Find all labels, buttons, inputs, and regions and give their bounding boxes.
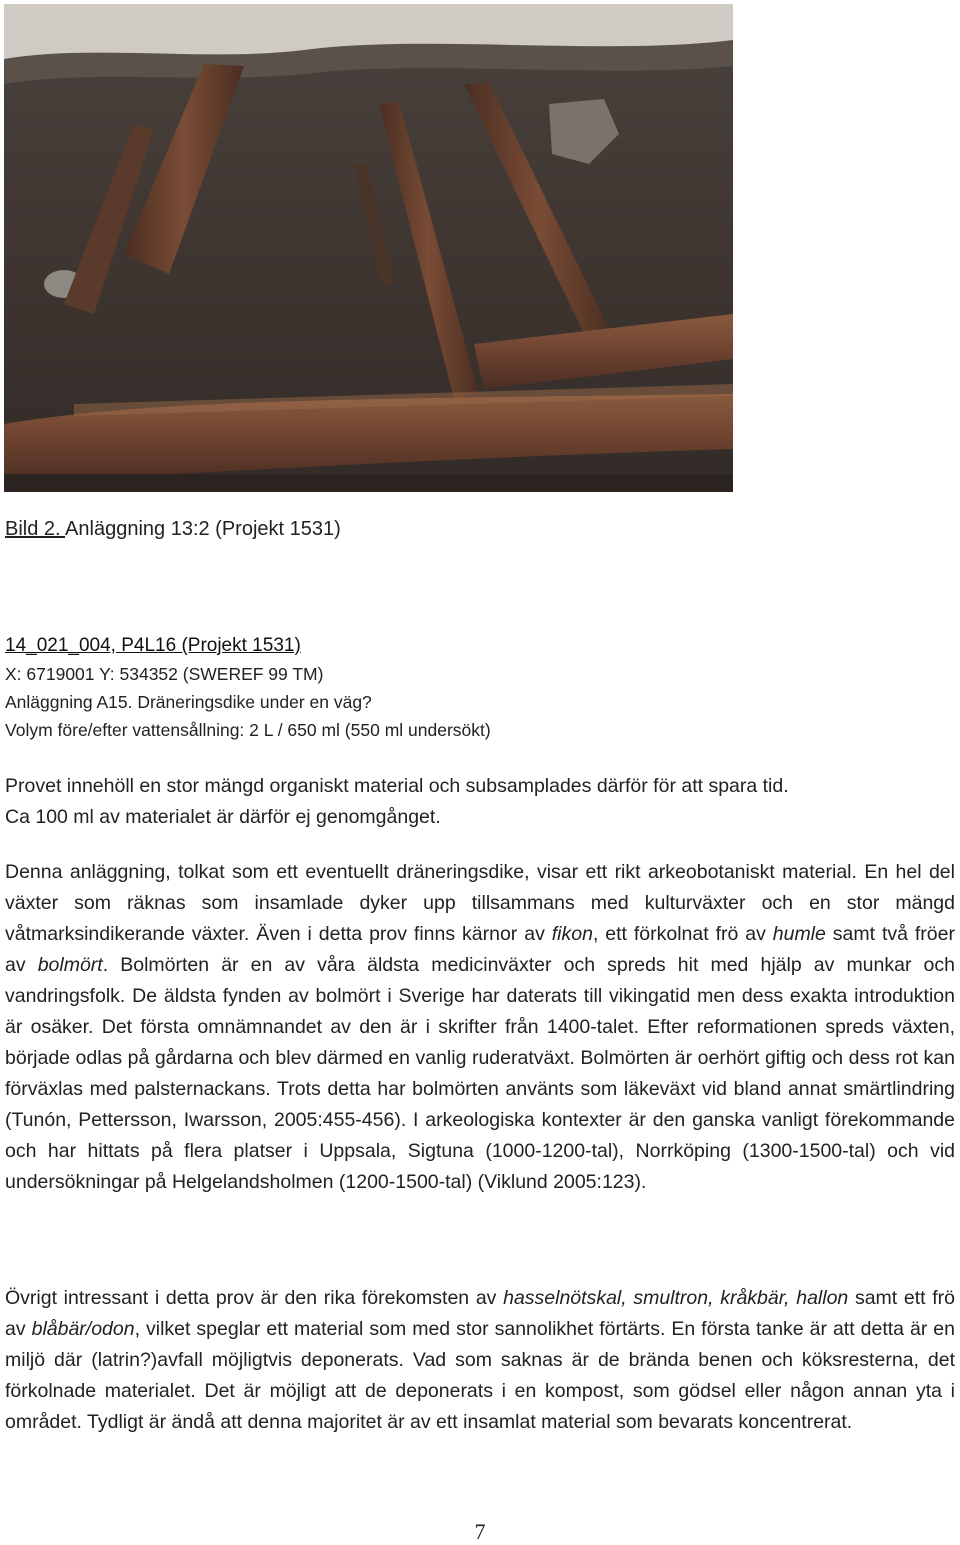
text-run: . Bolmörten är en av våra äldsta medicinväxter och spreds hit med hjälp av munkar och vandringsfolk. De äldsta fynden av bolmört i Sverige har daterats till vikingatid men dess exakta introduktion är osäker. Det första omnämnandet av den är i skrifter från 1400-talet. Efter reformationen spreds växten, började odlas på gårdarna och blev därmed en vanlig ruderatväxt. Bolmörten är oerhört giftig och dess rot kan förväxlas med palsternackans. Trots detta har bolmörten använts som läkeväxt vid bland annat smärtlindring (Tunón, Pettersson, Iwarsson, 2005:455-456). I arkeologiska kontexter är den ganska vanligt förekommande och har hittats på flera platser i Uppsala, Sigtuna (1000-1200-tal), Norrköping (1300-1500-tal) och vid undersökningar på Helgelandsholmen (1200-1500-tal) (Viklund 2005:123). (5, 954, 955, 1193)
sample-metadata (5, 632, 491, 744)
paragraph-other (5, 1283, 955, 1438)
species-name: blåbär/odon (31, 1318, 135, 1340)
caption-text: Anläggning 13:2 (Projekt 1531) (65, 518, 341, 540)
paragraph-drainage (5, 857, 955, 1198)
paragraph-line: Ca 100 ml av materialet är därför ej genomgånget. (5, 806, 441, 828)
paragraph-subsampling (5, 771, 955, 833)
excavation-photo-icon (4, 4, 733, 492)
sample-volume: Volym före/efter vattensållning: 2 L / 650 ml (550 ml undersökt) (5, 720, 491, 740)
species-name: humle (772, 923, 826, 945)
species-name: bolmört (37, 954, 103, 976)
text-run: , ett förkolnat frö av (592, 923, 773, 945)
paragraph-line: Provet innehöll en stor mängd organiskt material och subsamplades därför för att spara tid. (5, 775, 789, 797)
text-run: Övrigt intressant i detta prov är den rika förekomsten av (5, 1287, 504, 1309)
figure-caption (5, 518, 341, 541)
sample-feature: Anläggning A15. Dräneringsdike under en väg? (5, 692, 372, 712)
sample-title: 14_021_004, P4L16 (Projekt 1531) (5, 635, 301, 656)
species-name: hasselnötskal, smultron, kråkbär, hallon (503, 1287, 849, 1309)
species-name: fikon (551, 923, 593, 945)
page-number: 7 (474, 1519, 486, 1544)
text-run: Denna anläggning, tolkat som ett eventuellt dräneringsdike, visar ett rikt arkeobotaniskt material. En hel del växter som räknas som insamlade dyker upp tillsammans med kulturväxter och en stor mängd våtmarksindikerande växter. Även i detta prov finns kärnor av (5, 861, 955, 945)
caption-label: Bild 2. (5, 518, 66, 540)
excavation-photo (4, 4, 733, 492)
sample-coords: X: 6719001 Y: 534352 (SWEREF 99 TM) (5, 664, 324, 684)
text-run: samt två fröer av (5, 923, 955, 976)
text-run: samt ett frö av (5, 1287, 955, 1340)
text-run: , vilket speglar ett material som med stor sannolikhet förtärts. En första tanke är att detta är en miljö där (latrin?)avfall möjligtvis deponerats. Vad som saknas är de brända benen och köksresterna, det förkolnade materialet. Det är möjligt att de deponerats i en kompost, som gödsel eller någon annan yta i området. Tydligt är ändå att denna majoritet är av ett insamlat material som bevarats koncentrerat. (5, 1318, 955, 1433)
